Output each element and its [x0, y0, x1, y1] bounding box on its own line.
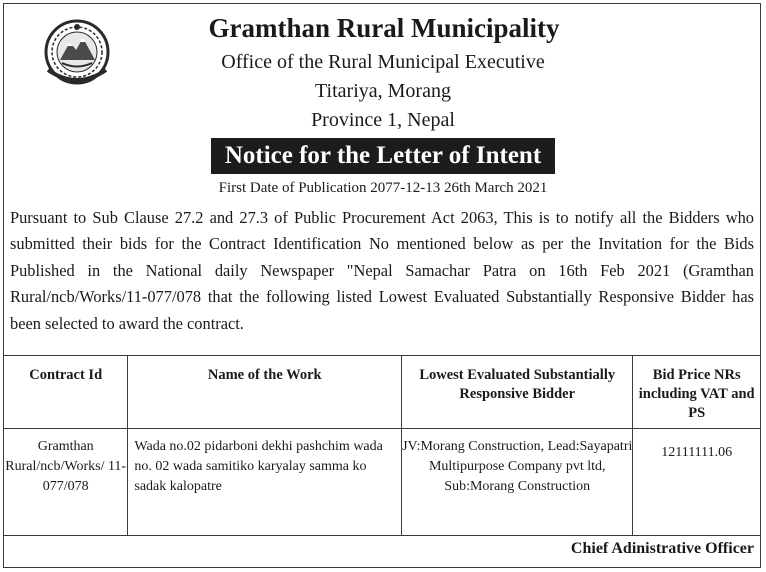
cell-contract-id: Gramthan Rural/ncb/Works/ 11-077/078: [4, 429, 128, 536]
notice-heading-wrap: [0, 138, 766, 174]
cell-bidder: JV:Morang Construction, Lead:Sayapatri Multipurpose Company pvt ltd, Sub:Morang Construction: [402, 429, 633, 536]
header-price: Bid Price NRs including VAT and PS: [633, 356, 761, 429]
header-contract-id: Contract Id: [4, 356, 128, 429]
header-work: Name of the Work: [128, 356, 402, 429]
notice-header: [0, 8, 766, 135]
table-header-row: [4, 356, 761, 429]
municipality-title: Gramthan Rural Municipality: [208, 13, 560, 43]
office-name: Office of the Rural Municipal Executive: [221, 51, 545, 73]
office-location: Titariya, Morang: [315, 80, 451, 102]
office-province: Province 1, Nepal: [311, 109, 455, 131]
contract-table: [3, 355, 761, 536]
notice-heading: Notice for the Letter of Intent: [211, 138, 555, 174]
signatory: Chief Adinistrative Officer: [570, 540, 754, 557]
cell-work: Wada no.02 pidarboni dekhi pashchim wada no. 02 wada samitiko karyalay samma ko sadak kalopatre: [128, 429, 402, 536]
notice-body: Pursuant to Sub Clause 27.2 and 27.3 of Public Procurement Act 2063, This is to notify all the Bidders who submitted their bids for the Contract Identification No mentioned below as per the Invitation for the Bids Published in the National daily Newspaper "Nepal Samachar Patra on 16th Feb 2021 (Gramthan Rural/ncb/Works/11-077/078 that the following listed Lowest Evaluated Substantially Responsive Bidder has been selected to award the contract.: [10, 208, 754, 333]
cell-price: 12111111.06: [633, 429, 761, 536]
table-row: [4, 429, 761, 536]
publication-date: First Date of Publication 2077-12-13 26th March 2021: [218, 180, 548, 196]
header-bidder: Lowest Evaluated Substantially Responsive Bidder: [402, 356, 633, 429]
